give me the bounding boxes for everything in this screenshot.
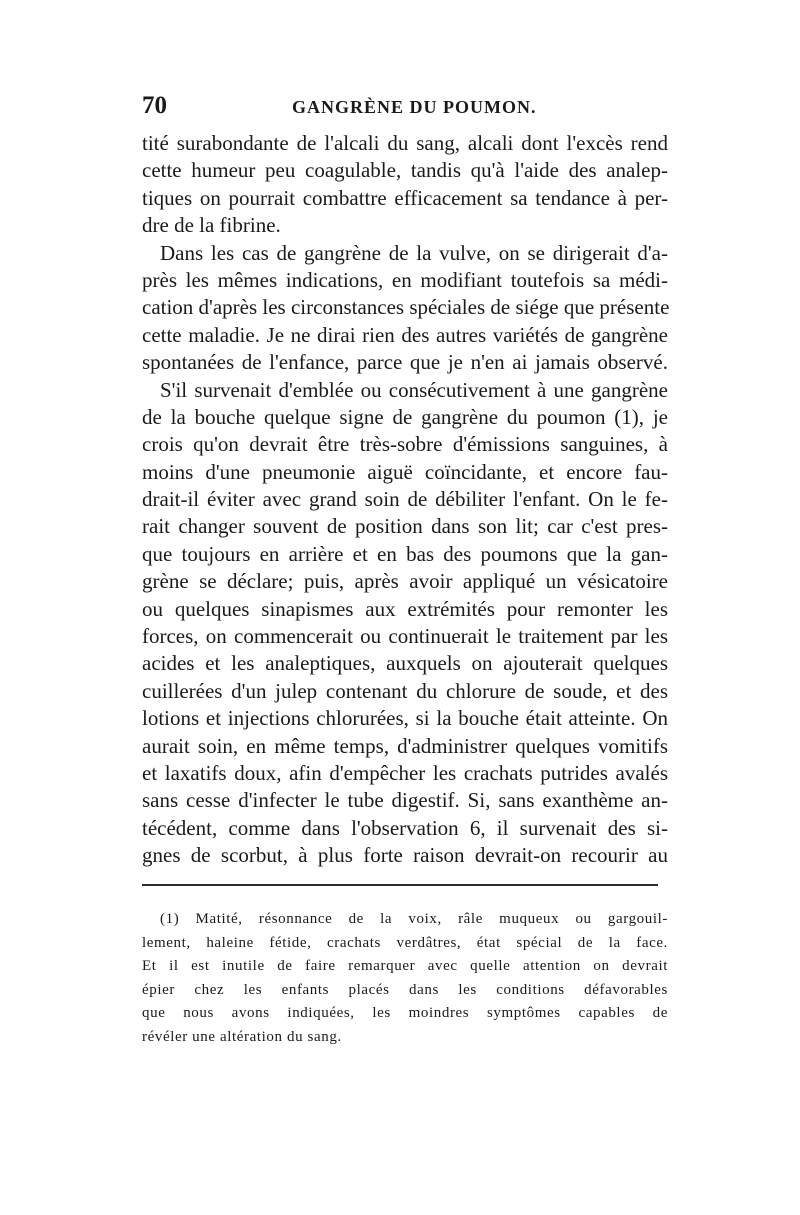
- footnote-line: lement, haleine fétide, crachats verdâtres, état spécial de la face.: [142, 934, 668, 951]
- text-line: aurait soin, en même temps, d'administrer quelques vomitifs: [142, 733, 668, 758]
- text-line: de la bouche quelque signe de gangrène du poumon (1), je: [142, 404, 668, 429]
- text-line: cuillerées d'un julep contenant du chlorure de soude, et des: [142, 678, 668, 703]
- text-line: drait-il éviter avec grand soin de débiliter l'enfant. On le fe-: [142, 487, 668, 512]
- main-text: [142, 130, 668, 870]
- text-line: dre de la fibrine.: [142, 213, 281, 238]
- text-line: gnes de scorbut, à plus forte raison devrait-on recourir au: [142, 843, 668, 868]
- text-line: Dans les cas de gangrène de la vulve, on se dirigerait d'a-: [160, 240, 668, 265]
- text-line: que toujours en arrière et en bas des poumons que la gan-: [142, 541, 668, 566]
- footnote-line: (1) Matité, résonnance de la voix, râle muqueux ou gargouil-: [160, 911, 668, 927]
- footnote-divider: [142, 884, 658, 886]
- running-head: GANGRÈNE DU POUMON.: [292, 97, 537, 117]
- text-line: grène se déclare; puis, après avoir appliqué un vésicatoire: [142, 569, 668, 594]
- text-line: sans cesse d'infecter le tube digestif. Si, sans exanthème an-: [142, 788, 668, 813]
- text-line: près les mêmes indications, en modifiant toutefois sa médi-: [142, 267, 668, 292]
- text-line: técédent, comme dans l'observation 6, il survenait des si-: [142, 815, 668, 840]
- text-line: acides et les analeptiques, auxquels on ajouterait quelques: [142, 651, 668, 676]
- footnote-line: révéler une altération du sang.: [142, 1028, 342, 1045]
- text-line: cette humeur peu coagulable, tandis qu'à l'aide des analep-: [142, 158, 668, 183]
- text-line: rait changer souvent de position dans son lit; car c'est pres-: [142, 514, 668, 539]
- text-line: spontanées de l'enfance, parce que je n'en ai jamais observé.: [142, 350, 668, 375]
- footnote-line: que nous avons indiquées, les moindres symptômes capables de: [142, 1005, 668, 1022]
- footnote-line: Et il est inutile de faire remarquer avec quelle attention on devrait: [142, 958, 668, 975]
- page-header: [142, 92, 668, 126]
- text-line: cette maladie. Je ne dirai rien des autres variétés de gangrène: [142, 322, 668, 347]
- text-line: lotions et injections chlorurées, si la bouche était atteinte. On: [142, 706, 668, 731]
- text-line: forces, on commencerait ou continuerait le traitement par les: [142, 624, 668, 649]
- footnote: [142, 908, 668, 1050]
- text-line: moins d'une pneumonie aiguë coïncidante, et encore fau-: [142, 459, 668, 484]
- text-line: tité surabondante de l'alcali du sang, alcali dont l'excès rend: [142, 131, 668, 155]
- text-line: ou quelques sinapismes aux extrémités pour remonter les: [142, 596, 668, 621]
- text-line: cation d'après les circonstances spéciales de siége que présente: [142, 295, 670, 320]
- text-line: S'il survenait d'emblée ou consécutivement à une gangrène: [160, 377, 668, 402]
- footnote-line: épier chez les enfants placés dans les conditions défavorables: [142, 981, 668, 998]
- text-line: crois qu'on devrait être très-sobre d'émissions sanguines, à: [142, 432, 668, 457]
- page-number: 70: [142, 92, 167, 119]
- text-line: et laxatifs doux, afin d'empêcher les crachats putrides avalés: [142, 760, 668, 785]
- text-line: tiques on pourrait combattre efficacement sa tendance à per-: [142, 185, 668, 210]
